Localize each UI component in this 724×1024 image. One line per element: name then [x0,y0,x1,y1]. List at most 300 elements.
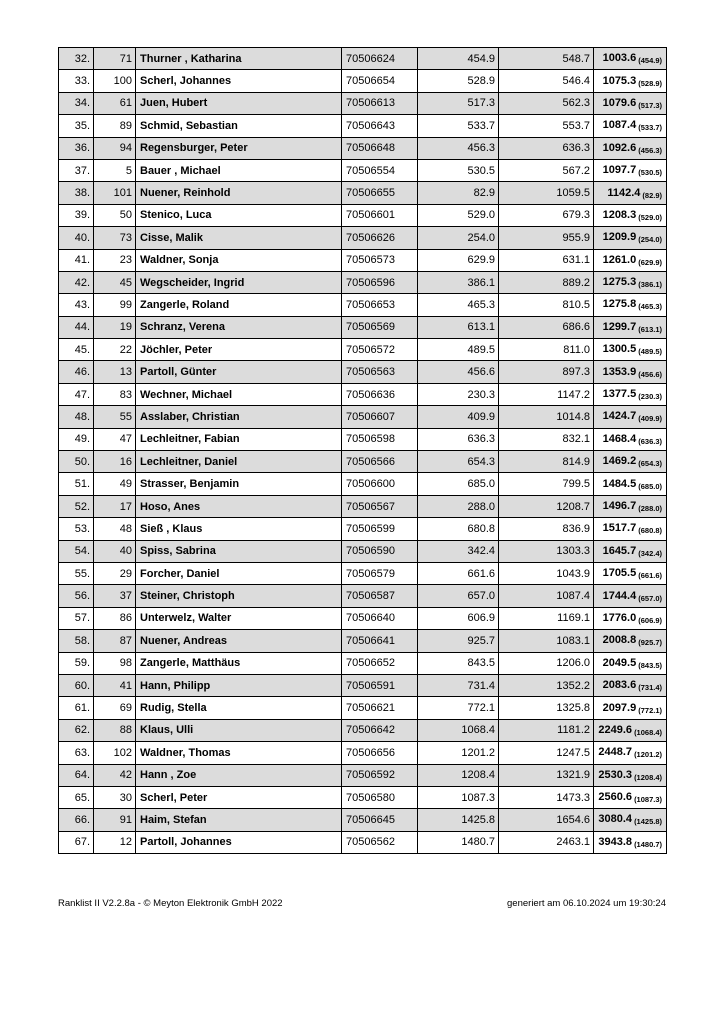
series-2-cell: 810.5 [499,294,594,316]
license-id-cell: 70506601 [342,204,418,226]
series-2-cell: 811.0 [499,339,594,361]
start-number-cell: 99 [94,294,136,316]
total-cell [594,451,667,473]
series-2-cell: 897.3 [499,361,594,383]
rank-cell: 67. [59,831,94,853]
series-2-cell: 1087.4 [499,585,594,607]
rank-cell: 49. [59,428,94,450]
total-score: 2083.6 [602,679,637,692]
series-2-cell: 1014.8 [499,406,594,428]
total-cell [594,607,667,629]
total-cell [594,742,667,764]
shooter-name-cell: Jöchler, Peter [136,339,342,361]
total-cell [594,674,667,696]
total-cell [594,473,667,495]
table-row [59,697,667,719]
total-cell [594,518,667,540]
license-id-cell: 70506569 [342,316,418,338]
table-row [59,719,667,741]
start-number-cell: 73 [94,227,136,249]
rank-cell: 46. [59,361,94,383]
series-1-cell: 456.3 [418,137,499,159]
start-number-cell: 71 [94,48,136,70]
total-cell [594,831,667,853]
total-cell [594,652,667,674]
license-id-cell: 70506607 [342,406,418,428]
shooter-name-cell: Schranz, Verena [136,316,342,338]
start-number-cell: 98 [94,652,136,674]
shooter-name-cell: Asslaber, Christian [136,406,342,428]
rank-cell: 50. [59,451,94,473]
total-score: 1517.7 [602,522,637,535]
series-2-cell: 1473.3 [499,786,594,808]
best-series-score: (254.0) [638,235,662,245]
series-1-cell: 731.4 [418,674,499,696]
series-2-cell: 553.7 [499,115,594,137]
rank-cell: 64. [59,764,94,786]
total-score: 2249.6 [598,723,633,736]
series-1-cell: 657.0 [418,585,499,607]
total-score: 3943.8 [598,835,633,848]
total-score: 1087.4 [602,119,637,132]
shooter-name-cell: Hann , Zoe [136,764,342,786]
total-score: 1377.5 [602,388,637,401]
shooter-name-cell: Unterwelz, Walter [136,607,342,629]
table-row [59,764,667,786]
rank-cell: 45. [59,339,94,361]
shooter-name-cell: Nuener, Reinhold [136,182,342,204]
start-number-cell: 42 [94,764,136,786]
table-row [59,809,667,831]
start-number-cell: 101 [94,182,136,204]
license-id-cell: 70506567 [342,495,418,517]
start-number-cell: 102 [94,742,136,764]
series-2-cell: 567.2 [499,159,594,181]
shooter-name-cell: Partoll, Johannes [136,831,342,853]
best-series-score: (1087.3) [634,795,662,805]
total-cell [594,585,667,607]
total-score: 1097.7 [602,164,637,177]
series-2-cell: 686.6 [499,316,594,338]
total-cell [594,383,667,405]
license-id-cell: 70506572 [342,339,418,361]
rank-cell: 44. [59,316,94,338]
start-number-cell: 48 [94,518,136,540]
shooter-name-cell: Partoll, Günter [136,361,342,383]
series-2-cell: 1206.0 [499,652,594,674]
best-series-score: (82.9) [642,190,662,200]
table-row [59,473,667,495]
total-score: 1261.0 [602,253,637,266]
shooter-name-cell: Stenico, Luca [136,204,342,226]
license-id-cell: 70506643 [342,115,418,137]
best-series-score: (654.3) [638,459,662,469]
series-1-cell: 533.7 [418,115,499,137]
total-cell [594,294,667,316]
license-id-cell: 70506562 [342,831,418,853]
total-score: 1424.7 [602,410,637,423]
shooter-name-cell: Klaus, Ulli [136,719,342,741]
table-row [59,383,667,405]
shooter-name-cell: Forcher, Daniel [136,562,342,584]
series-2-cell: 2463.1 [499,831,594,853]
best-series-score: (606.9) [638,615,662,625]
table-row [59,361,667,383]
series-2-cell: 546.4 [499,70,594,92]
best-series-score: (230.3) [638,392,662,402]
table-row [59,249,667,271]
table-row [59,585,667,607]
license-id-cell: 70506642 [342,719,418,741]
total-cell [594,630,667,652]
series-1-cell: 529.0 [418,204,499,226]
best-series-score: (530.5) [638,168,662,178]
total-cell [594,159,667,181]
table-row [59,630,667,652]
shooter-name-cell: Bauer , Michael [136,159,342,181]
start-number-cell: 30 [94,786,136,808]
start-number-cell: 55 [94,406,136,428]
start-number-cell: 12 [94,831,136,853]
series-1-cell: 685.0 [418,473,499,495]
shooter-name-cell: Scherl, Johannes [136,70,342,92]
total-cell [594,227,667,249]
total-score: 2049.5 [602,656,637,669]
total-score: 1142.4 [607,186,641,199]
series-1-cell: 230.3 [418,383,499,405]
shooter-name-cell: Wegscheider, Ingrid [136,271,342,293]
best-series-score: (731.4) [638,683,662,693]
best-series-score: (465.3) [638,302,662,312]
total-cell [594,540,667,562]
start-number-cell: 22 [94,339,136,361]
total-score: 1744.4 [602,589,637,602]
total-cell [594,719,667,741]
table-row [59,48,667,70]
table-row [59,406,667,428]
license-id-cell: 70506641 [342,630,418,652]
shooter-name-cell: Schmid, Sebastian [136,115,342,137]
total-score: 1484.5 [602,477,637,490]
rank-cell: 55. [59,562,94,584]
best-series-score: (636.3) [638,436,662,446]
best-series-score: (454.9) [638,56,662,66]
start-number-cell: 100 [94,70,136,92]
series-1-cell: 613.1 [418,316,499,338]
table-row [59,115,667,137]
start-number-cell: 16 [94,451,136,473]
total-score: 1209.9 [602,231,637,244]
rank-cell: 33. [59,70,94,92]
best-series-score: (629.9) [638,257,662,267]
best-series-score: (843.5) [638,660,662,670]
start-number-cell: 5 [94,159,136,181]
shooter-name-cell: Zangerle, Matthäus [136,652,342,674]
total-score: 1300.5 [602,343,637,356]
total-cell [594,361,667,383]
rank-cell: 32. [59,48,94,70]
rank-cell: 65. [59,786,94,808]
total-score: 1275.3 [602,276,637,289]
license-id-cell: 70506580 [342,786,418,808]
rank-cell: 43. [59,294,94,316]
rank-cell: 34. [59,92,94,114]
best-series-score: (456.3) [638,145,662,155]
shooter-name-cell: Zangerle, Roland [136,294,342,316]
shooter-name-cell: Wechner, Michael [136,383,342,405]
shooter-name-cell: Lechleitner, Fabian [136,428,342,450]
total-cell [594,70,667,92]
table-row [59,70,667,92]
table-row [59,652,667,674]
shooter-name-cell: Sieß , Klaus [136,518,342,540]
series-2-cell: 562.3 [499,92,594,114]
shooter-name-cell: Hann, Philipp [136,674,342,696]
rank-cell: 42. [59,271,94,293]
table-row [59,339,667,361]
total-score: 1496.7 [602,500,637,512]
total-cell [594,137,667,159]
license-id-cell: 70506596 [342,271,418,293]
best-series-score: (533.7) [638,123,662,133]
series-2-cell: 1321.9 [499,764,594,786]
best-series-score: (529.0) [638,212,662,222]
shooter-name-cell: Regensburger, Peter [136,137,342,159]
shooter-name-cell: Nuener, Andreas [136,630,342,652]
series-2-cell: 1325.8 [499,697,594,719]
rank-cell: 66. [59,809,94,831]
total-cell [594,92,667,114]
start-number-cell: 83 [94,383,136,405]
license-id-cell: 70506654 [342,70,418,92]
total-cell [594,115,667,137]
table-row [59,562,667,584]
total-cell [594,786,667,808]
best-series-score: (517.3) [638,100,662,110]
shooter-name-cell: Waldner, Thomas [136,742,342,764]
total-score: 1469.2 [602,455,637,468]
series-1-cell: 342.4 [418,540,499,562]
series-2-cell: 1169.1 [499,607,594,629]
series-1-cell: 517.3 [418,92,499,114]
series-2-cell: 1654.6 [499,809,594,831]
start-number-cell: 88 [94,719,136,741]
license-id-cell: 70506590 [342,540,418,562]
rank-cell: 38. [59,182,94,204]
license-id-cell: 70506652 [342,652,418,674]
rank-cell: 41. [59,249,94,271]
series-1-cell: 530.5 [418,159,499,181]
best-series-score: (456.6) [638,369,662,379]
series-1-cell: 528.9 [418,70,499,92]
best-series-score: (1201.2) [634,750,662,760]
rank-cell: 61. [59,697,94,719]
total-score: 1092.6 [602,141,637,154]
series-2-cell: 1043.9 [499,562,594,584]
license-id-cell: 70506587 [342,585,418,607]
start-number-cell: 40 [94,540,136,562]
start-number-cell: 91 [94,809,136,831]
shooter-name-cell: Thurner , Katharina [136,48,342,70]
table-row [59,204,667,226]
series-1-cell: 629.9 [418,249,499,271]
series-2-cell: 1352.2 [499,674,594,696]
table-row [59,294,667,316]
series-1-cell: 288.0 [418,495,499,517]
license-id-cell: 70506600 [342,473,418,495]
footer-copyright: Ranklist II V2.2.8a - © Meyton Elektronik GmbH 2022 [58,898,283,909]
rank-cell: 35. [59,115,94,137]
total-score: 1353.9 [602,365,637,378]
best-series-score: (528.9) [638,78,662,88]
shooter-name-cell: Haim, Stefan [136,809,342,831]
start-number-cell: 41 [94,674,136,696]
footer-generated-timestamp: generiert am 06.10.2024 um 19:30:24 [507,898,666,909]
total-score: 2097.9 [602,701,637,714]
rank-cell: 59. [59,652,94,674]
table-row [59,518,667,540]
series-1-cell: 82.9 [418,182,499,204]
series-1-cell: 654.3 [418,451,499,473]
series-2-cell: 814.9 [499,451,594,473]
total-cell [594,562,667,584]
license-id-cell: 70506591 [342,674,418,696]
rank-cell: 36. [59,137,94,159]
total-score: 1275.8 [602,298,637,311]
license-id-cell: 70506592 [342,764,418,786]
license-id-cell: 70506626 [342,227,418,249]
table-row [59,182,667,204]
total-cell [594,406,667,428]
total-cell [594,316,667,338]
start-number-cell: 89 [94,115,136,137]
series-2-cell: 1208.7 [499,495,594,517]
start-number-cell: 13 [94,361,136,383]
total-score: 1468.4 [602,432,637,445]
total-cell [594,48,667,70]
start-number-cell: 49 [94,473,136,495]
license-id-cell: 70506621 [342,697,418,719]
best-series-score: (409.9) [638,414,662,424]
best-series-score: (772.1) [638,705,662,715]
total-cell [594,249,667,271]
total-cell [594,495,667,517]
best-series-score: (342.4) [638,548,662,558]
total-score: 3080.4 [598,813,633,826]
series-1-cell: 1087.3 [418,786,499,808]
total-cell [594,697,667,719]
license-id-cell: 70506645 [342,809,418,831]
series-2-cell: 1247.5 [499,742,594,764]
series-1-cell: 386.1 [418,271,499,293]
ranking-table [58,47,667,854]
series-2-cell: 631.1 [499,249,594,271]
total-score: 2560.6 [598,791,633,804]
table-row [59,607,667,629]
best-series-score: (685.0) [638,481,662,491]
series-1-cell: 843.5 [418,652,499,674]
ranking-sheet [58,47,666,854]
rank-cell: 39. [59,204,94,226]
shooter-name-cell: Waldner, Sonja [136,249,342,271]
best-series-score: (680.8) [638,526,662,536]
series-2-cell: 955.9 [499,227,594,249]
table-row [59,137,667,159]
total-score: 1079.6 [602,96,637,109]
start-number-cell: 50 [94,204,136,226]
start-number-cell: 23 [94,249,136,271]
license-id-cell: 70506598 [342,428,418,450]
license-id-cell: 70506554 [342,159,418,181]
series-1-cell: 661.6 [418,562,499,584]
total-score: 1299.7 [602,320,637,333]
total-score: 1645.7 [602,544,637,557]
shooter-name-cell: Scherl, Peter [136,786,342,808]
total-score: 1208.3 [602,208,637,221]
series-1-cell: 456.6 [418,361,499,383]
table-row [59,316,667,338]
total-score: 1776.0 [602,611,637,624]
license-id-cell: 70506573 [342,249,418,271]
best-series-score: (613.1) [638,324,662,334]
total-cell [594,764,667,786]
shooter-name-cell: Rudig, Stella [136,697,342,719]
total-score: 1075.3 [602,74,637,87]
table-row [59,451,667,473]
rank-cell: 40. [59,227,94,249]
table-row [59,428,667,450]
start-number-cell: 87 [94,630,136,652]
license-id-cell: 70506640 [342,607,418,629]
series-1-cell: 465.3 [418,294,499,316]
table-row [59,786,667,808]
table-row [59,271,667,293]
table-row [59,159,667,181]
best-series-score: (657.0) [638,593,662,603]
best-series-score: (1068.4) [634,727,662,737]
license-id-cell: 70506579 [342,562,418,584]
rank-cell: 58. [59,630,94,652]
start-number-cell: 17 [94,495,136,517]
total-cell [594,339,667,361]
total-cell [594,182,667,204]
total-score: 2530.3 [598,768,633,781]
series-1-cell: 636.3 [418,428,499,450]
series-1-cell: 606.9 [418,607,499,629]
start-number-cell: 29 [94,562,136,584]
start-number-cell: 45 [94,271,136,293]
license-id-cell: 70506648 [342,137,418,159]
rank-cell: 51. [59,473,94,495]
rank-cell: 48. [59,406,94,428]
license-id-cell: 70506624 [342,48,418,70]
series-1-cell: 925.7 [418,630,499,652]
start-number-cell: 94 [94,137,136,159]
shooter-name-cell: Cisse, Malik [136,227,342,249]
best-series-score: (386.1) [638,280,662,290]
license-id-cell: 70506653 [342,294,418,316]
table-row [59,831,667,853]
best-series-score: (288.0) [638,504,662,513]
table-row [59,495,667,517]
series-1-cell: 680.8 [418,518,499,540]
series-2-cell: 1147.2 [499,383,594,405]
table-row [59,92,667,114]
start-number-cell: 86 [94,607,136,629]
start-number-cell: 47 [94,428,136,450]
series-2-cell: 1059.5 [499,182,594,204]
series-2-cell: 1083.1 [499,630,594,652]
